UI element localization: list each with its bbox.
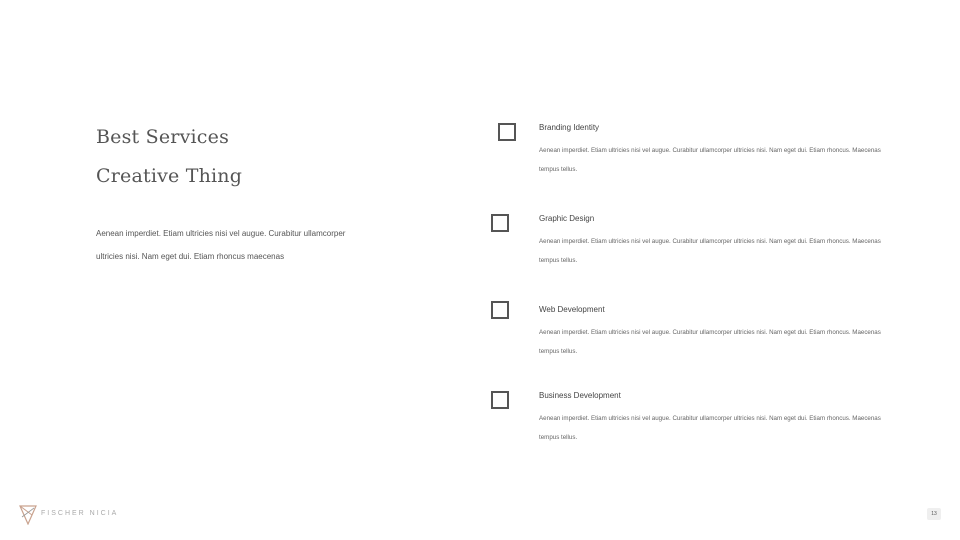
slide-title-line-2: Creative Thing <box>96 165 243 187</box>
slide-title-line-1: Best Services <box>96 126 230 148</box>
brand-mark-icon <box>19 505 37 525</box>
service-name: Business Development <box>539 391 621 400</box>
service-description: Aenean imperdiet. Etiam ultricies nisi vel augue. Curabitur ullamcorper ultricies nisi. Nam eget dui. Etiam rhoncus. Maecenas tempus tellus. <box>539 329 881 355</box>
service-item-business-development <box>488 391 888 471</box>
service-description: Aenean imperdiet. Etiam ultricies nisi vel augue. Curabitur ullamcorper ultricies nisi. Nam eget dui. Etiam rhoncus. Maecenas tempus tellus. <box>539 238 881 264</box>
service-name: Graphic Design <box>539 214 595 223</box>
intro-paragraph: Aenean imperdiet. Etiam ultricies nisi vel augue. Curabitur ullamcorper ultricies nisi. Nam eget dui. Etiam rhoncus maecenas <box>96 229 346 261</box>
service-item-web-development <box>488 305 888 385</box>
service-name: Branding Identity <box>539 123 600 132</box>
checkbox-square-icon <box>491 214 509 232</box>
brand-name: FISCHER NICIA <box>41 510 119 517</box>
brand-logo <box>19 505 119 525</box>
service-item-graphic-design <box>488 214 888 294</box>
checkbox-square-icon <box>491 301 509 319</box>
checkbox-square-icon <box>498 123 516 141</box>
page-number: 13 <box>927 508 941 520</box>
service-description: Aenean imperdiet. Etiam ultricies nisi vel augue. Curabitur ullamcorper ultricies nisi. Nam eget dui. Etiam rhoncus. Maecenas tempus tellus. <box>539 415 881 441</box>
service-name: Web Development <box>539 305 605 314</box>
checkbox-square-icon <box>491 391 509 409</box>
service-item-branding-identity <box>488 123 888 203</box>
service-description: Aenean imperdiet. Etiam ultricies nisi vel augue. Curabitur ullamcorper ultricies nisi. Nam eget dui. Etiam rhoncus. Maecenas tempus tellus. <box>539 147 881 173</box>
